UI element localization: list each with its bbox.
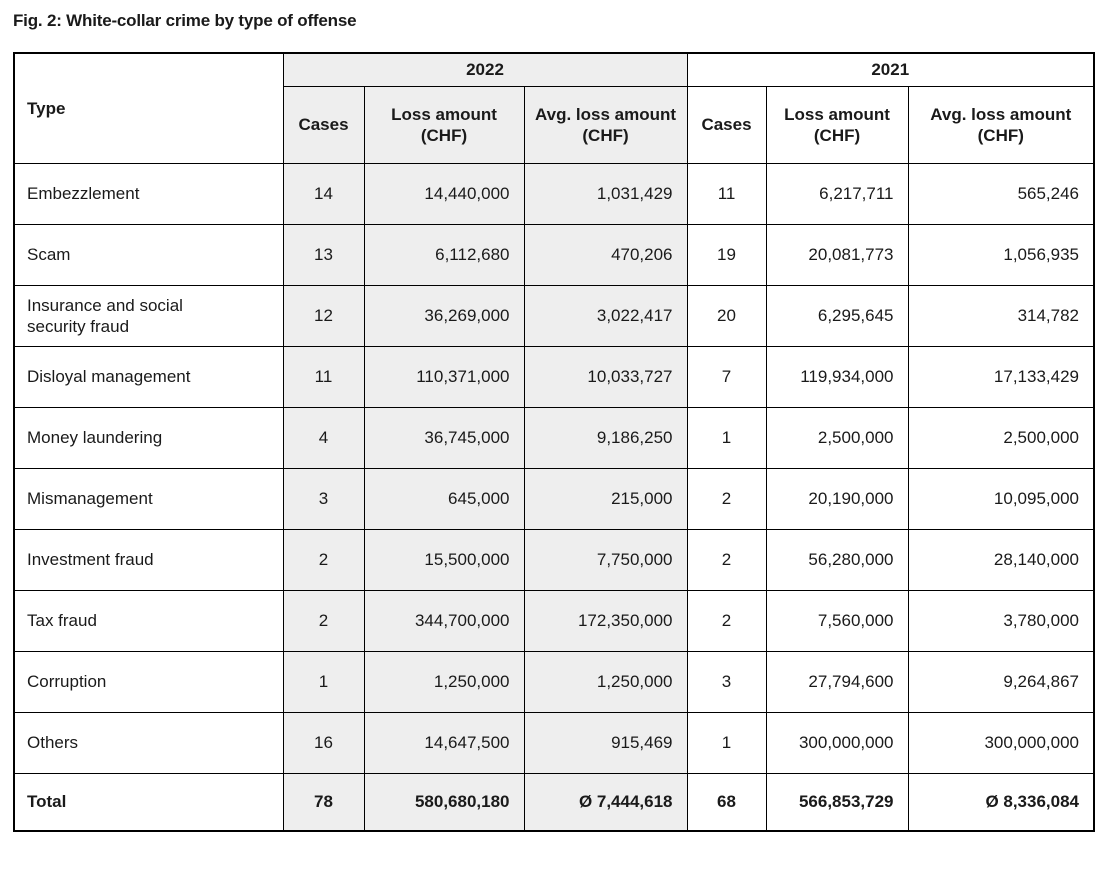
loss-amount-2021: 6,295,645 [766,286,908,347]
loss-amount-2022: 1,250,000 [364,652,524,713]
loss-amount-2022: 36,745,000 [364,408,524,469]
avg-loss-amount-2022: 215,000 [524,469,687,530]
total-loss-2021: 566,853,729 [766,774,908,832]
year-header-2021: 2021 [687,53,1094,87]
cases-2022: 14 [283,164,364,225]
avg-loss-amount-2022: 9,186,250 [524,408,687,469]
avg-loss-amount-2021: 2,500,000 [908,408,1094,469]
cases-2022: 3 [283,469,364,530]
loss-amount-2021: 20,190,000 [766,469,908,530]
total-avg-loss-2022: Ø 7,444,618 [524,774,687,832]
cases-2021: 20 [687,286,766,347]
total-cases-2022: 78 [283,774,364,832]
cases-2021: 2 [687,591,766,652]
avg-loss-amount-2021: 565,246 [908,164,1094,225]
loss-amount-2021: 119,934,000 [766,347,908,408]
loss-amount-2022: 15,500,000 [364,530,524,591]
loss-amount-2021: 7,560,000 [766,591,908,652]
avg-loss-amount-2022: 915,469 [524,713,687,774]
loss-amount-2022: 344,700,000 [364,591,524,652]
cases-2022: 11 [283,347,364,408]
cases-2021: 2 [687,469,766,530]
avg-loss-amount-2022: 3,022,417 [524,286,687,347]
loss-amount-2021: 300,000,000 [766,713,908,774]
total-label: Total [14,774,283,832]
loss-amount-2022: 14,647,500 [364,713,524,774]
avg-loss-amount-2022: 172,350,000 [524,591,687,652]
column-header-avg-loss-2022: Avg. loss amount (CHF) [524,87,687,164]
crime-by-offense-table [13,52,1095,832]
table-row [14,469,1094,530]
loss-amount-2022: 110,371,000 [364,347,524,408]
table-body [14,164,1094,832]
table-row [14,286,1094,347]
column-header-cases-2022: Cases [283,87,364,164]
avg-loss-amount-2022: 7,750,000 [524,530,687,591]
cases-2022: 1 [283,652,364,713]
loss-amount-2022: 6,112,680 [364,225,524,286]
cases-2021: 1 [687,713,766,774]
offense-type: Corruption [14,652,283,713]
avg-loss-amount-2022: 1,031,429 [524,164,687,225]
avg-loss-amount-2021: 9,264,867 [908,652,1094,713]
cases-2021: 3 [687,652,766,713]
avg-loss-amount-2021: 28,140,000 [908,530,1094,591]
year-header-row [14,53,1094,87]
column-header-avg-loss-2021: Avg. loss amount (CHF) [908,87,1094,164]
table-row [14,408,1094,469]
avg-loss-amount-2021: 3,780,000 [908,591,1094,652]
column-header-loss-2022: Loss amount (CHF) [364,87,524,164]
avg-loss-amount-2021: 314,782 [908,286,1094,347]
loss-amount-2021: 2,500,000 [766,408,908,469]
avg-loss-amount-2022: 470,206 [524,225,687,286]
cases-2021: 1 [687,408,766,469]
offense-type: Insurance and social security fraud [14,286,283,347]
table-row [14,652,1094,713]
avg-loss-amount-2021: 10,095,000 [908,469,1094,530]
table-row [14,225,1094,286]
column-header-type: Type [14,53,283,164]
table-row [14,347,1094,408]
loss-amount-2021: 20,081,773 [766,225,908,286]
table-row [14,713,1094,774]
loss-amount-2021: 56,280,000 [766,530,908,591]
table-row [14,591,1094,652]
cases-2022: 2 [283,530,364,591]
avg-loss-amount-2022: 1,250,000 [524,652,687,713]
cases-2021: 2 [687,530,766,591]
offense-type: Embezzlement [14,164,283,225]
total-loss-2022: 580,680,180 [364,774,524,832]
avg-loss-amount-2021: 17,133,429 [908,347,1094,408]
loss-amount-2021: 27,794,600 [766,652,908,713]
cases-2021: 7 [687,347,766,408]
year-header-2022: 2022 [283,53,687,87]
column-header-loss-2021: Loss amount (CHF) [766,87,908,164]
table-row [14,530,1094,591]
offense-type: Investment fraud [14,530,283,591]
loss-amount-2022: 14,440,000 [364,164,524,225]
cases-2022: 13 [283,225,364,286]
cases-2022: 16 [283,713,364,774]
loss-amount-2022: 645,000 [364,469,524,530]
figure-title: Fig. 2: White-collar crime by type of offense [13,11,357,30]
offense-type: Others [14,713,283,774]
offense-type: Mismanagement [14,469,283,530]
offense-type: Disloyal management [14,347,283,408]
total-cases-2021: 68 [687,774,766,832]
cases-2022: 12 [283,286,364,347]
cases-2021: 19 [687,225,766,286]
table-header [14,53,1094,164]
cases-2022: 4 [283,408,364,469]
offense-type: Tax fraud [14,591,283,652]
column-header-cases-2021: Cases [687,87,766,164]
loss-amount-2022: 36,269,000 [364,286,524,347]
avg-loss-amount-2022: 10,033,727 [524,347,687,408]
offense-type: Scam [14,225,283,286]
avg-loss-amount-2021: 1,056,935 [908,225,1094,286]
total-row [14,774,1094,832]
offense-type: Money laundering [14,408,283,469]
loss-amount-2021: 6,217,711 [766,164,908,225]
cases-2021: 11 [687,164,766,225]
cases-2022: 2 [283,591,364,652]
table-row [14,164,1094,225]
total-avg-loss-2021: Ø 8,336,084 [908,774,1094,832]
avg-loss-amount-2021: 300,000,000 [908,713,1094,774]
